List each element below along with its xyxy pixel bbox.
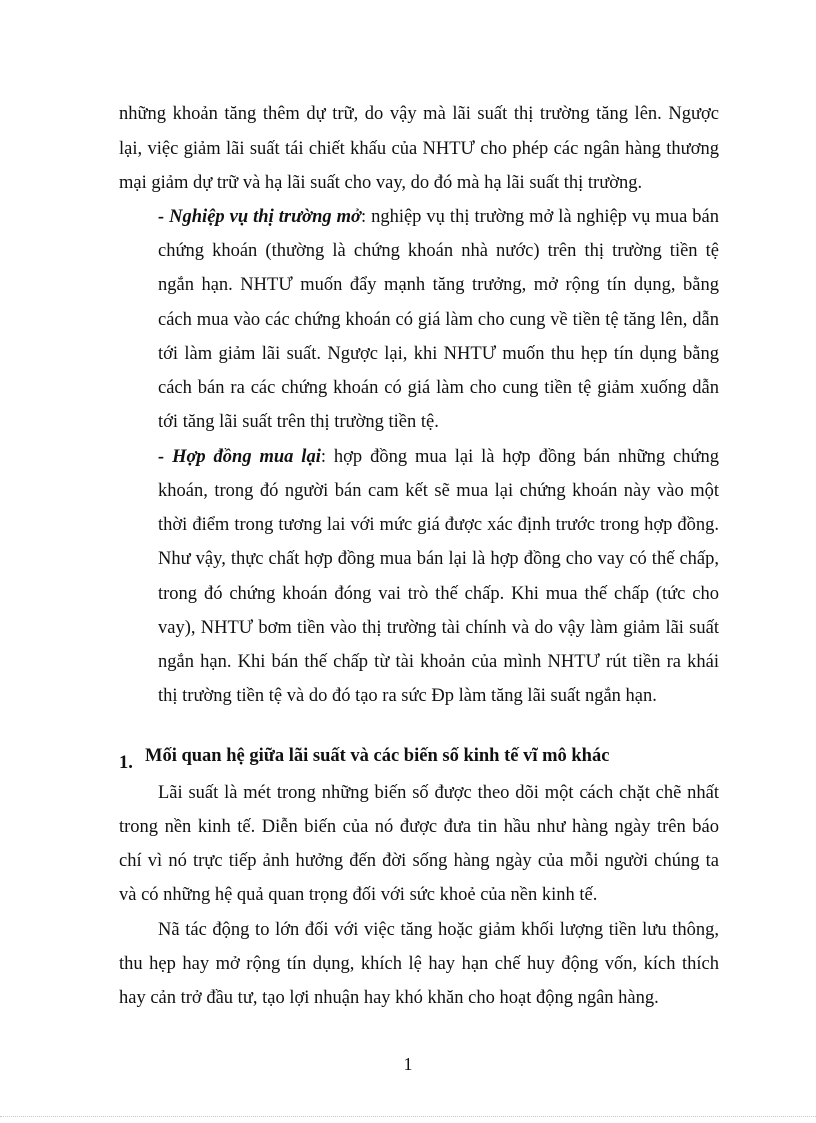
section-heading bbox=[119, 746, 610, 773]
section-number: 1. bbox=[119, 753, 133, 773]
text-line: trong đó chứng khoán đóng vai trò thế chấp. Khi mua thế chấp (tức cho bbox=[158, 584, 719, 604]
text-line: hay cản trở đầu tư, tạo lợi nhuận hay khó khăn cho hoạt động ngân hàng. bbox=[119, 988, 659, 1008]
text-line: mại giảm dự trữ và hạ lãi suất cho vay, do đó mà hạ lãi suất thị trường. bbox=[119, 173, 643, 193]
page-number: 1 bbox=[403, 1054, 413, 1074]
text-line: những khoản tăng thêm dự trữ, do vậy mà lãi suất thị trường tăng lên. Ngược bbox=[119, 104, 719, 124]
text-line: vay), NHTƯ bơm tiền vào thị trường tài chính và do vậy làm giảm lãi suất bbox=[158, 618, 719, 638]
text-line: ngắn hạn. NHTƯ muốn đẩy mạnh tăng trưởng, mở rộng tín dụng, bằng bbox=[158, 275, 719, 295]
text-line: và có những hệ quả quan trọng đối với sức khoẻ của nền kinh tế. bbox=[119, 885, 598, 905]
repurchase-first-rest: : hợp đồng mua lại là hợp đồng bán những chứng bbox=[320, 447, 719, 467]
text-line: cách bán ra các chứng khoán có giá làm cho cung tiền tệ giảm xuống dẫn bbox=[158, 378, 719, 398]
text-line: thị trường tiền tệ và do đó tạo ra sức Đp làm tăng lãi suất ngắn hạn. bbox=[158, 686, 657, 706]
text-line: ngắn hạn. Khi bán thế chấp từ tài khoản của mình NHTƯ rút tiền ra khái bbox=[158, 652, 719, 672]
text-line: Nã tác động to lớn đối với việc tăng hoặc giảm khối lượng tiền lưu thông, bbox=[158, 920, 719, 940]
repurchase-first-line bbox=[158, 445, 719, 469]
text-line: tới làm giảm lãi suất. Ngược lại, khi NHTƯ muốn thu hẹp tín dụng bằng bbox=[158, 344, 719, 364]
text-line: lại, việc giảm lãi suất tái chiết khấu của NHTƯ cho phép các ngân hàng thương bbox=[119, 139, 719, 159]
repurchase-lead: - Hợp đồng mua lại bbox=[158, 447, 321, 467]
text-line: Như vậy, thực chất hợp đồng mua bán lại là hợp đồng cho vay có thế chấp, bbox=[158, 549, 719, 569]
open-market-first-line bbox=[158, 205, 719, 229]
section-title: Mối quan hệ giữa lãi suất và các biến số kinh tế vĩ mô khác bbox=[145, 746, 610, 766]
open-market-lead: - Nghiệp vụ thị trường mở bbox=[158, 207, 361, 227]
text-line: chứng khoán (thường là chứng khoán nhà nước) trên thị trường tiền tệ bbox=[158, 241, 719, 261]
text-line: Lãi suất là mét trong những biến số được theo dõi một cách chặt chẽ nhất bbox=[158, 783, 719, 803]
text-line: trong nền kinh tế. Diễn biến của nó được đưa tin hầu như hàng ngày trên báo bbox=[119, 817, 719, 837]
open-market-first-rest: : nghiệp vụ thị trường mở là nghiệp vụ mua bán bbox=[360, 207, 719, 227]
text-line: thời điểm trong tương lai với mức giá được xác định trước trong hợp đồng. bbox=[158, 515, 719, 535]
text-line: tới tăng lãi suất trên thị trường tiền tệ. bbox=[158, 412, 439, 432]
text-line: khoán, trong đó người bán cam kết sẽ mua lại chứng khoán này vào một bbox=[158, 481, 719, 501]
text-line: thu hẹp hay mở rộng tín dụng, khích lệ hay hạn chế huy động vốn, kích thích bbox=[119, 954, 719, 974]
text-line: chí vì nó trực tiếp ảnh hưởng đến đời sống hàng ngày của mỗi người chúng ta bbox=[119, 851, 719, 871]
text-line: cách mua vào các chứng khoán có giá làm cho cung về tiền tệ tăng lên, dẫn bbox=[158, 310, 719, 330]
page-bottom-divider bbox=[0, 1116, 816, 1117]
